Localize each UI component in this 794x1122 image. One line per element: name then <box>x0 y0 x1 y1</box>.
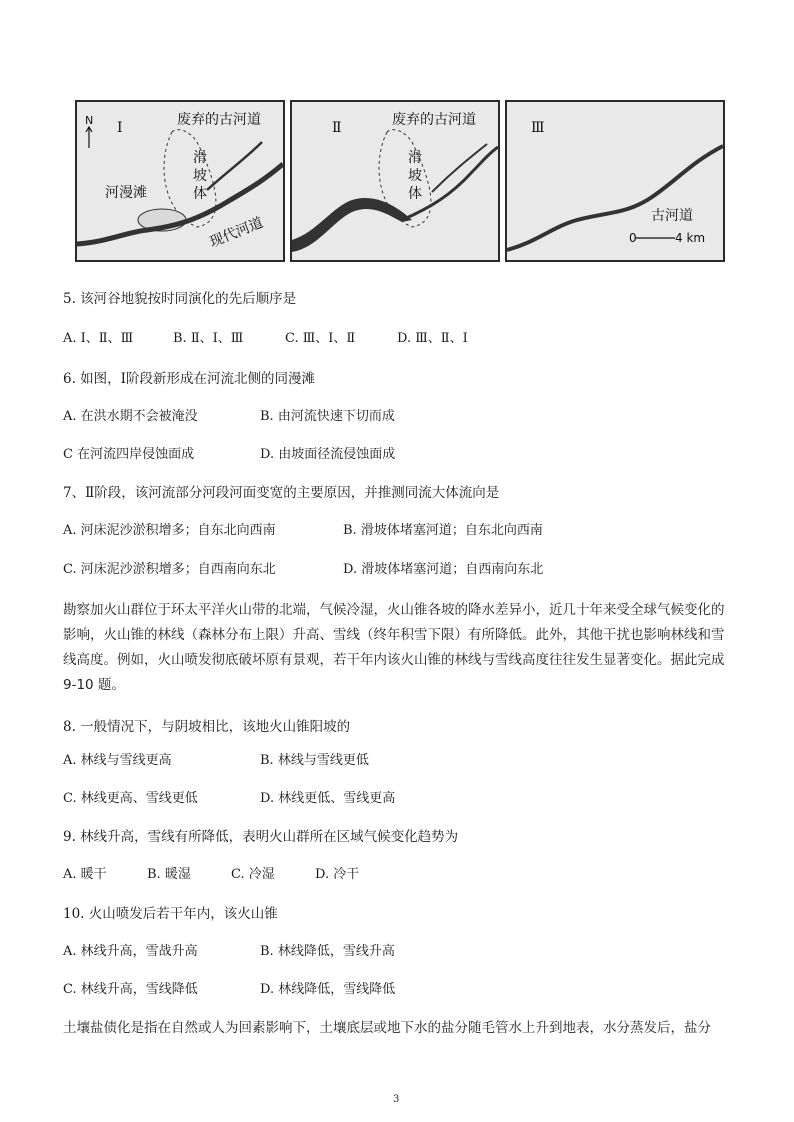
question-7-stem: 7、Ⅱ阶段，该河流部分河段河面变宽的主要原因，并推测同流大体流向是 <box>63 485 500 501</box>
question-5-options <box>63 330 468 348</box>
q9-option-b: B. 暖湿 <box>147 867 191 882</box>
q5-option-c: C. Ⅲ、Ⅰ、Ⅱ <box>285 331 356 346</box>
q10-option-a: A. 林线升高，雪战升高 <box>63 944 198 959</box>
north-label: N <box>85 114 94 127</box>
panel-1-landslide-label-2: 坡 <box>193 168 207 184</box>
question-10-stem: 10. 火山喷发后若干年内，该火山锥 <box>63 906 278 922</box>
panel-2-landslide-label-3: 体 <box>408 186 422 202</box>
question-10-options-row1 <box>63 943 395 961</box>
question-6-options-row2 <box>63 446 395 464</box>
question-5-stem: 5. 该河谷地貌按时同演化的先后顺序是 <box>63 291 297 307</box>
q5-option-a: A. Ⅰ、Ⅱ、Ⅲ <box>63 331 134 346</box>
question-7-options-row1 <box>63 522 543 540</box>
q7-option-d: D. 滑坡体堵塞河道；自西南向东北 <box>343 562 544 577</box>
panel-2-abandoned-label: 废弃的古河道 <box>392 112 476 128</box>
q10-option-c: C. 林线升高，雪线降低 <box>63 982 198 997</box>
map-panel-3-svg <box>507 102 723 260</box>
q5-option-d: D. Ⅲ、Ⅱ、Ⅰ <box>397 331 468 346</box>
question-8-options-row2 <box>63 790 395 808</box>
map-panel-1-svg <box>77 102 283 260</box>
panel-1-floodplain-label: 河漫滩 <box>105 185 147 201</box>
panel-1-landslide-label-1: 滑 <box>193 150 207 166</box>
q5-option-b: B. Ⅱ、Ⅰ、Ⅲ <box>173 331 244 346</box>
map-panel-2-svg <box>292 102 498 260</box>
q7-option-c: C. 河床泥沙淤积增多；自西南向东北 <box>63 562 276 577</box>
question-10-options-row2 <box>63 981 395 999</box>
map-panel-3 <box>505 100 725 262</box>
q7-option-a: A. 河床泥沙淤积增多；自东北向西南 <box>63 523 276 538</box>
q6-option-d: D. 由坡面径流侵蚀面成 <box>260 447 396 462</box>
question-7-options-row2 <box>63 561 543 579</box>
scale-km-label: 4 km <box>675 231 706 245</box>
q6-option-a: A. 在洪水期不会被淹没 <box>63 409 198 424</box>
question-9-options <box>63 866 359 884</box>
scale-zero-label: 0 <box>629 231 637 245</box>
q9-option-d: D. 冷干 <box>315 867 360 882</box>
q8-option-a: A. 林线与雪线更高 <box>63 753 172 768</box>
q9-option-c: C. 冷湿 <box>231 867 275 882</box>
panel-3-ancient-label: 古河道 <box>651 208 693 224</box>
q7-option-b: B. 滑坡体堵塞河道；自东北向西南 <box>343 523 543 538</box>
question-9-stem: 9. 林线升高，雪线有所降低，表明火山群所在区域气候变化趋势为 <box>63 829 459 845</box>
question-8-stem: 8. 一般情况下，与阴坡相比，该地火山锥阳坡的 <box>63 719 351 735</box>
panel-2-landslide-label-2: 坡 <box>408 168 422 184</box>
page-number: 3 <box>393 1094 400 1105</box>
panel-3-label: Ⅲ <box>531 120 545 136</box>
q9-option-a: A. 暖干 <box>63 867 107 882</box>
panel-1-abandoned-channel <box>207 142 262 190</box>
panel-1-landslide-label-3: 体 <box>193 186 207 202</box>
q10-option-b: B. 林线降低，雪线升高 <box>260 944 395 959</box>
q10-option-d: D. 林线降低，雪线降低 <box>260 982 396 997</box>
panel-2-label: Ⅱ <box>332 120 342 136</box>
panel-2-widened-river <box>292 198 412 252</box>
reading-passage: 勘察加火山群位于环太平洋火山带的北端，气候冷湿，火山锥各坡的降水差异小，近几十年来受全球气候变化的影响，火山锥的林线（森林分布上限）升高、雪线（终年积雪下限）有所降低。此外，其他干扰也影响林线和雪线高度。例如，火山喷发彻底破坏原有景观，若干年内该火山锥的林线与雪线高度往往发生显著变化。据此完成 9-10 题。 <box>63 602 725 693</box>
question-8-options-row1 <box>63 752 369 770</box>
map-panel-2 <box>290 100 500 262</box>
q8-option-d: D. 林线更低、雪线更高 <box>260 791 396 806</box>
reading-passage-2: 土壤盐债化是指在自然或人为回素影响下，土壤底层或地下水的盐分随毛管水上升到地表，水分蒸发后，盐分 <box>63 1020 711 1036</box>
q8-option-b: B. 林线与雪线更低 <box>260 753 369 768</box>
panel-1-label: Ⅰ <box>117 120 123 136</box>
panel-1-modern-label: 现代河道 <box>207 214 266 251</box>
panel-1-abandoned-label: 废弃的古河道 <box>177 112 261 128</box>
map-panel-1 <box>75 100 285 262</box>
panel-2-landslide-label-1: 滑 <box>408 150 422 166</box>
q6-option-b: B. 由河流快速下切而成 <box>260 409 395 424</box>
question-6-stem: 6. 如图，Ⅰ阶段新形成在河流北侧的同漫滩 <box>63 371 316 387</box>
q8-option-c: C. 林线更高、雪线更低 <box>63 791 198 806</box>
q6-option-c: C 在河流四岸侵蚀面成 <box>63 447 195 462</box>
question-6-options-row1 <box>63 408 395 426</box>
